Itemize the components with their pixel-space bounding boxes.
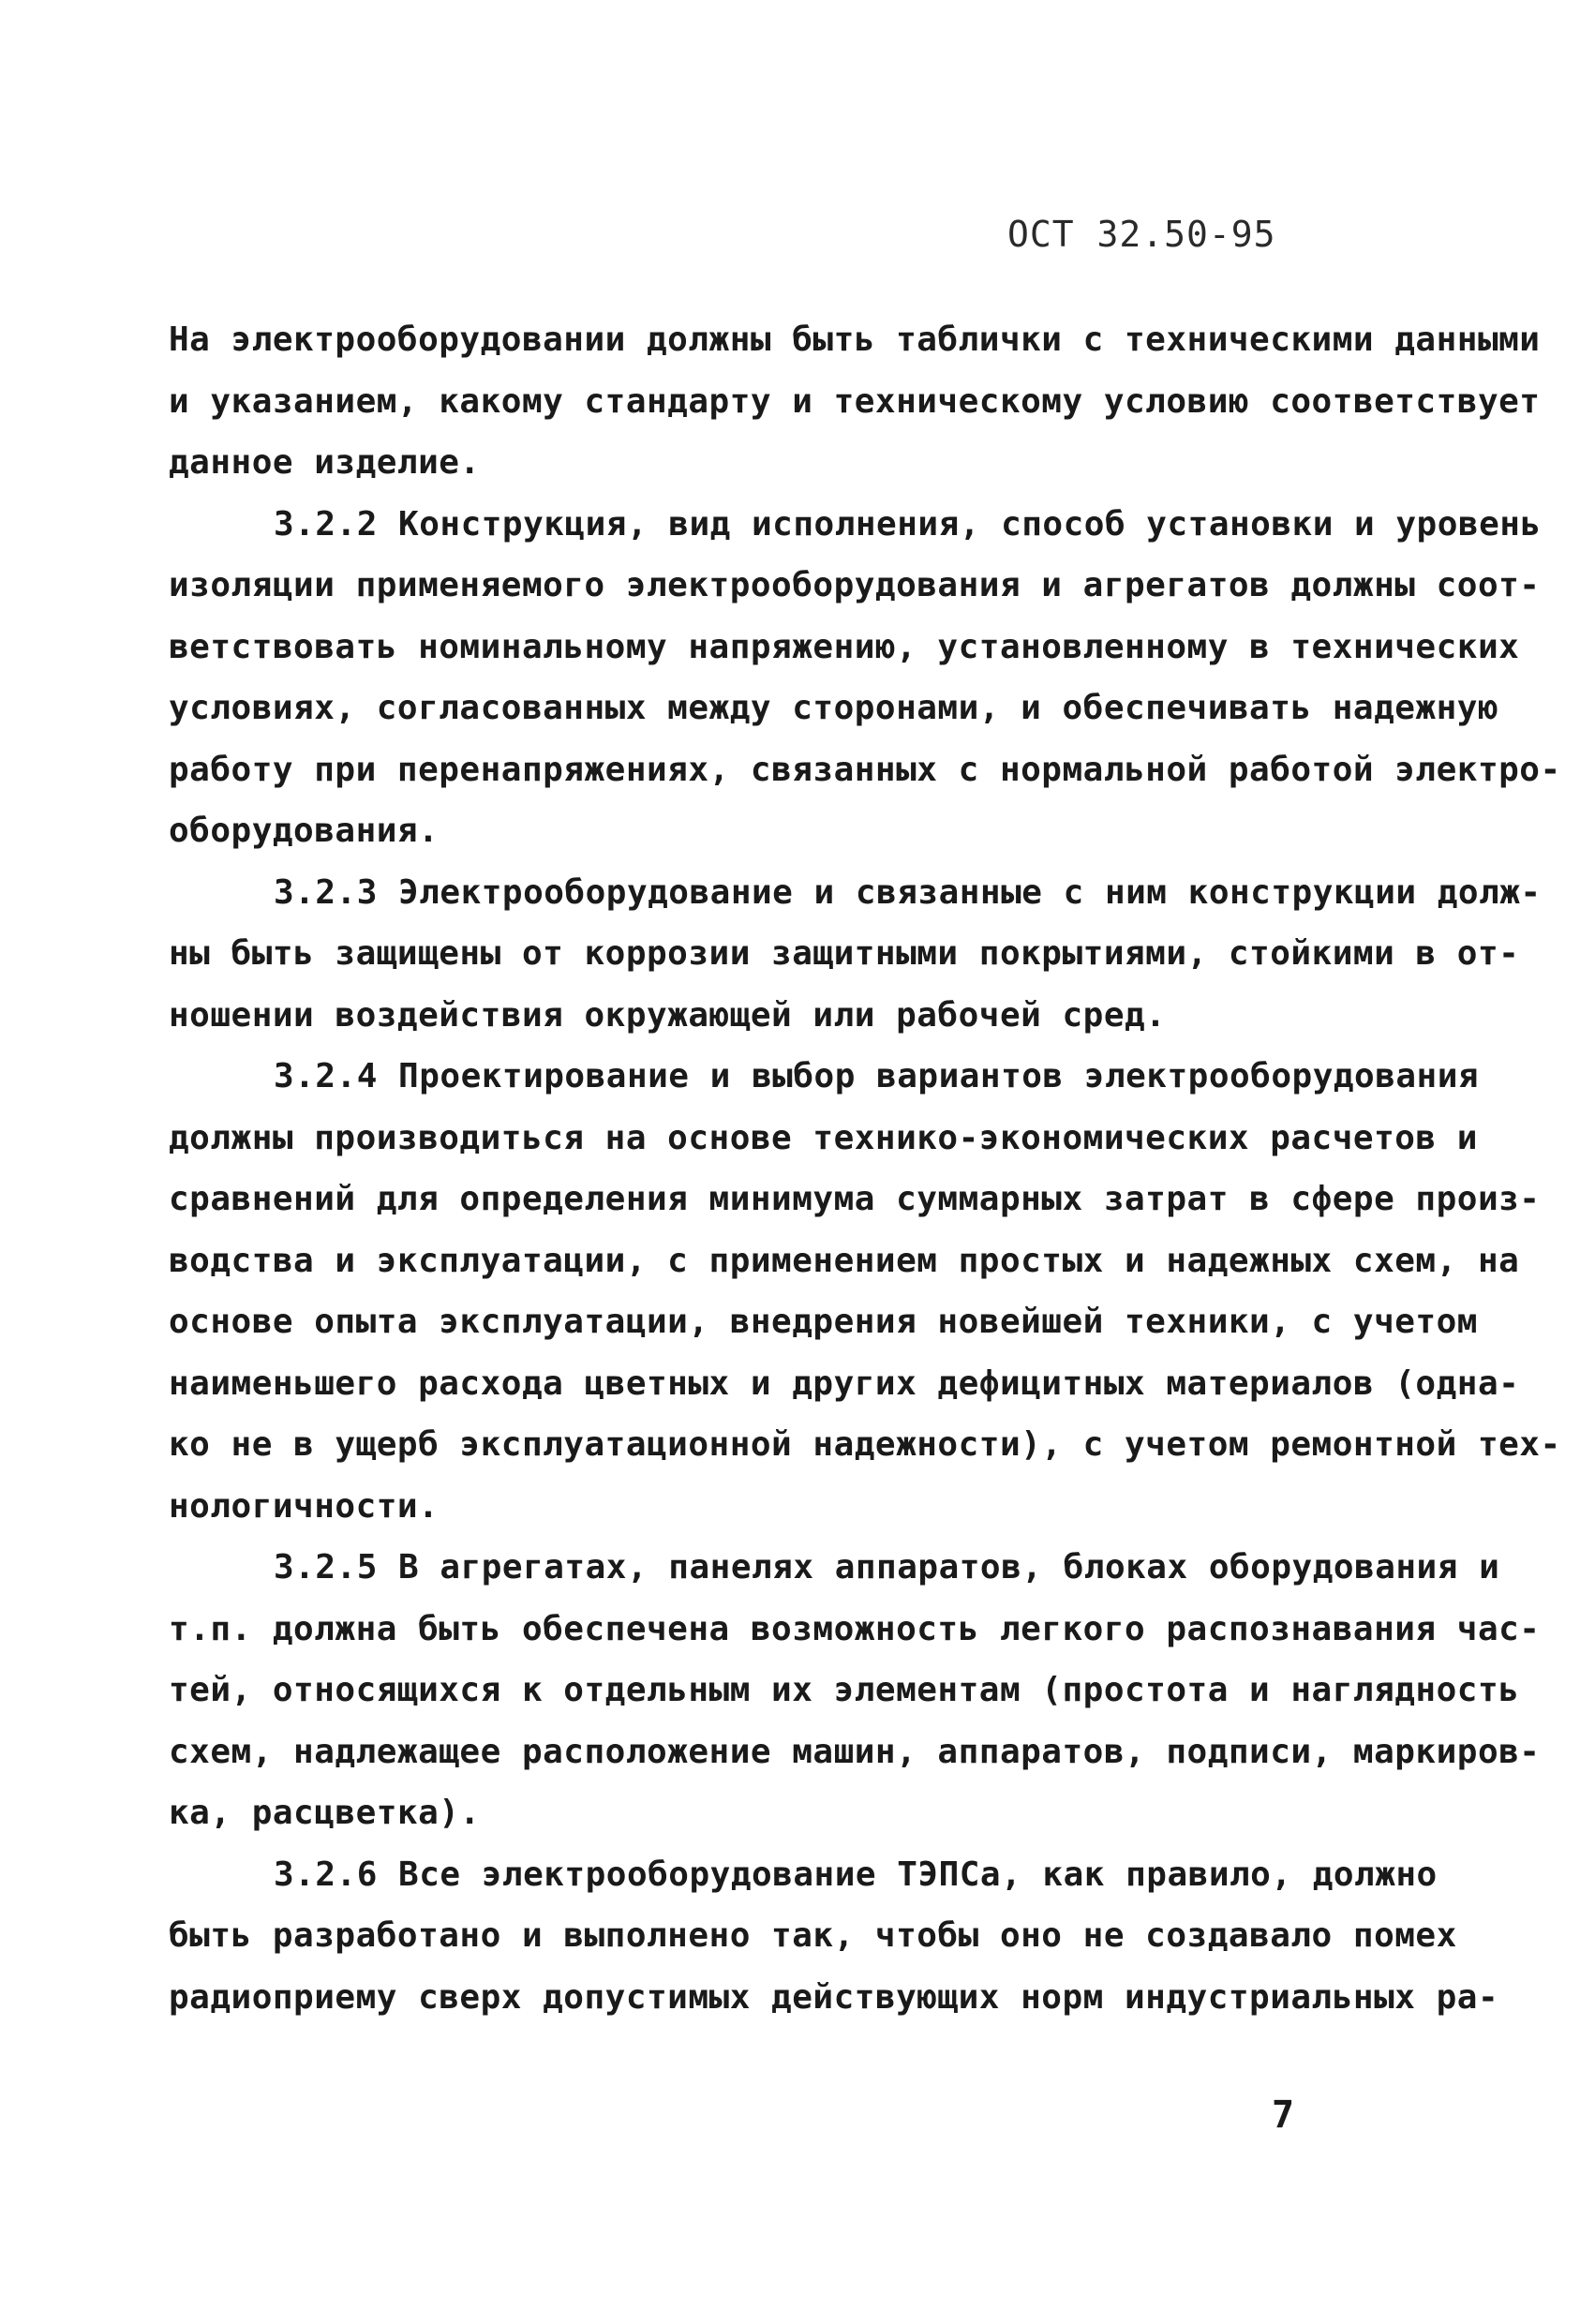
text-line: наименьшего расхода цветных и других дефицитных материалов (одна- (169, 1363, 1520, 1403)
text-line: ны быть защищены от коррозии защитными покрытиями, стойкими в от- (169, 934, 1520, 973)
text-line: 3.2.3 Электрооборудование и связанные с ним конструкции долж- (274, 872, 1542, 912)
paragraph-continuation (169, 309, 1541, 494)
page-number: 7 (1272, 2093, 1295, 2137)
text-line: ка, расцветка). (169, 1794, 481, 1832)
paragraph-3-2-2 (169, 494, 1561, 862)
text-line: условиях, согласованных между сторонами, и обеспечивать надежную (169, 689, 1499, 727)
text-line: быть разработано и выполнено так, чтобы оно не создавало помех (169, 1916, 1457, 1955)
text-line: нологичности. (169, 1486, 440, 1526)
text-line: 3.2.6 Все электрооборудование ТЭПСа, как правило, должно (274, 1855, 1438, 1894)
text-line: схем, надлежащее расположение машин, аппаратов, подписи, маркиров- (169, 1732, 1541, 1771)
text-line: ношении воздействия окружающей или рабочей сред. (169, 995, 1167, 1035)
text-line: и указанием, какому стандарту и техническому условию соответствует (169, 381, 1541, 421)
text-line: сравнений для определения минимума суммарных затрат в сфере произ- (169, 1180, 1541, 1218)
text-line: 3.2.4 Проектирование и выбор вариантов электрооборудования (274, 1057, 1480, 1095)
text-line: 3.2.5 В агрегатах, панелях аппаратов, блоках оборудования и (274, 1548, 1500, 1587)
paragraph-3-2-5 (169, 1537, 1541, 1844)
document-code: ОСТ 32.50-95 (1007, 214, 1276, 255)
paragraph-3-2-3 (169, 862, 1542, 1047)
text-line: На электрооборудовании должны быть таблички с техническими данными (169, 320, 1541, 359)
text-line: ко не в ущерб эксплуатационной надежности), с учетом ремонтной тех- (169, 1425, 1561, 1464)
text-line: изоляции применяемого электрооборудования и агрегатов должны соот- (169, 566, 1541, 604)
text-line: работу при перенапряжениях, связанных с нормальной работой электро- (169, 750, 1561, 789)
text-line: данное изделие. (169, 443, 481, 482)
text-line: радиоприему сверх допустимых действующих норм индустриальных ра- (169, 1977, 1499, 2017)
text-line: тей, относящихся к отдельным их элементам (простота и наглядность (169, 1671, 1520, 1709)
text-line: основе опыта эксплуатации, внедрения новейшей техники, с учетом (169, 1303, 1478, 1341)
text-line: 3.2.2 Конструкция, вид исполнения, способ установки и уровень (274, 504, 1542, 544)
text-line: ветствовать номинальному напряжению, установленному в технических (169, 627, 1520, 666)
text-line: должны производиться на основе технико-экономических расчетов и (169, 1118, 1478, 1157)
text-line: водства и эксплуатации, с применением простых и надежных схем, на (169, 1241, 1520, 1280)
text-line: т.п. должна быть обеспечена возможность легкого распознавания час- (169, 1609, 1541, 1648)
text-line: оборудования. (169, 812, 440, 850)
paragraph-3-2-4 (169, 1046, 1561, 1537)
body-text (169, 309, 1561, 2028)
paragraph-3-2-6 (169, 1844, 1499, 2029)
